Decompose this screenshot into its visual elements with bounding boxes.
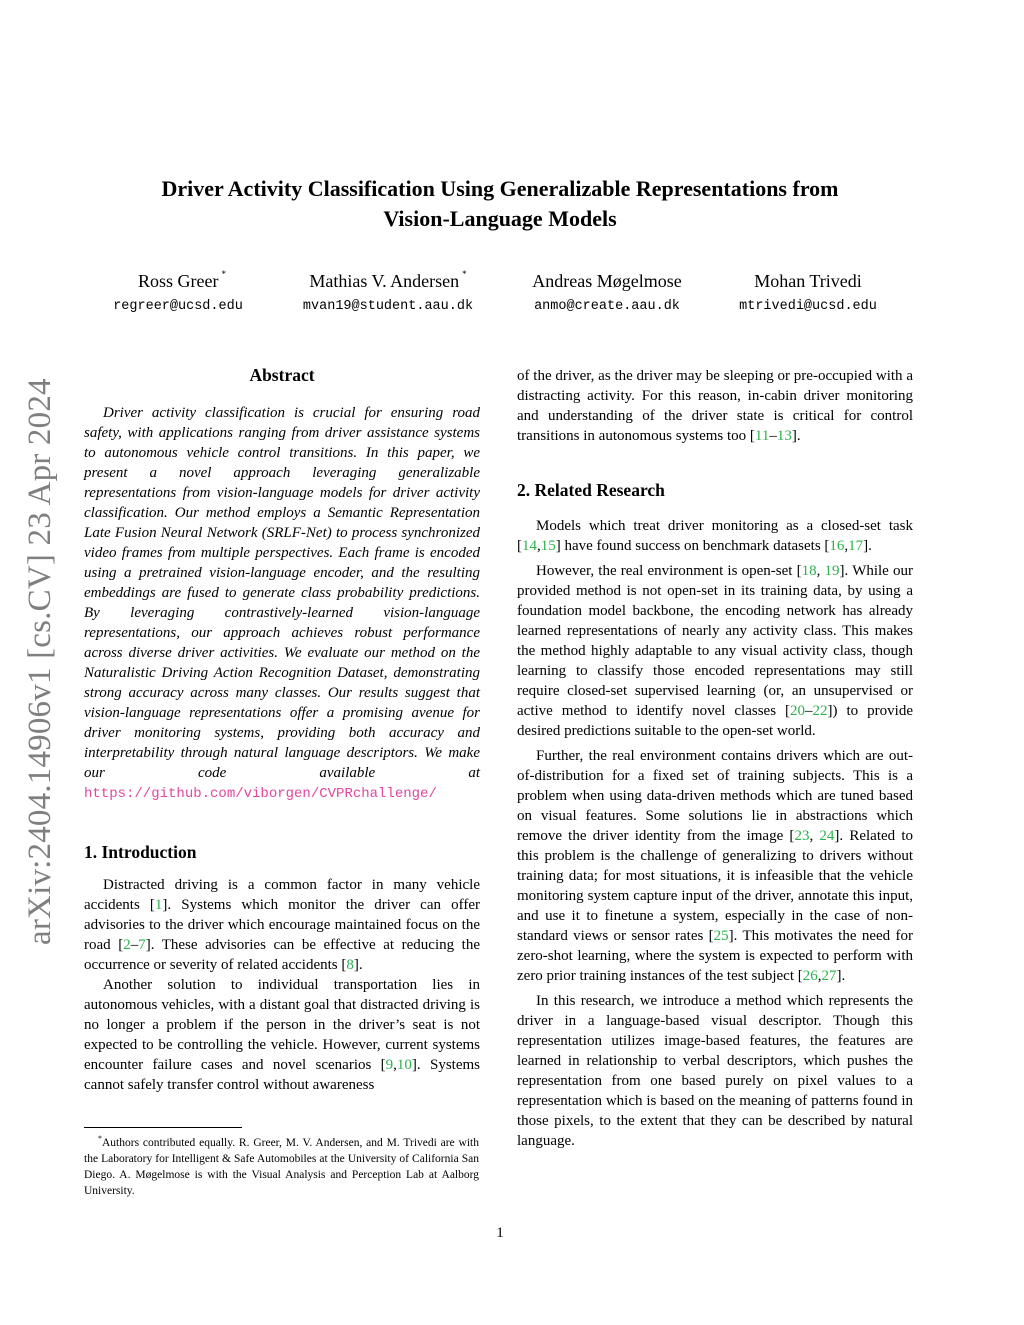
citation[interactable]: 14	[522, 538, 537, 554]
author-2	[286, 271, 490, 292]
author-name: Andreas Møgelmose	[532, 271, 682, 291]
citation[interactable]: 16	[829, 538, 845, 554]
intro-heading: 1. Introduction	[84, 842, 197, 862]
citation[interactable]: 23	[794, 828, 810, 844]
footnote-text: Authors contributed equally. R. Greer, M. V. Andersen, and M. Trivedi are with the Laboratory for Intelligent & Safe Automobiles at the University of California San Diego. A. Møgelmose is with the Visual Analysis and Perception Lab at Aalborg University.	[84, 1136, 479, 1197]
author-4	[728, 271, 888, 292]
related-paragraph-1: Models which treat driver monitoring as a closed-set task [14,15] have found success on benchmark datasets [16,17].	[517, 518, 913, 554]
author-name: Ross Greer	[138, 271, 219, 291]
citation[interactable]: 17	[848, 538, 864, 554]
related-paragraph-4: In this research, we introduce a method which represents the driver in a language-based visual descriptor. Though this representation utilizes image-based features, the features are learned in relationship to verbal descriptors, which pushes the representation from one based purely on pixel values to a representation which is based on the meaning of patterns found in those pixels, to the extent that they can be described by natural language.	[517, 993, 913, 1149]
citation[interactable]: 2	[123, 937, 131, 953]
author-4-email[interactable]: mtrivedi@ucsd.edu	[739, 299, 877, 314]
footnote-rule	[84, 1127, 242, 1128]
citation[interactable]: 7	[138, 937, 146, 953]
citation[interactable]: 9	[385, 1057, 394, 1073]
paper-title	[100, 174, 900, 234]
code-link[interactable]: https://github.com/viborgen/CVPRchallenge/	[84, 786, 437, 802]
footnote-mark: *	[98, 1134, 102, 1143]
abstract-text: Driver activity classification is crucial for ensuring road safety, with applications ranging from driver assistance systems to autonomous vehicle control transitions. In this paper, we present a novel approach leveraging generalizable representations from vision-language models for driver activity classification. Our method employs a Semantic Representation Late Fusion Neural Network (SRLF-Net) to process synchronized video frames from multiple perspectives. Each frame is encoded using a pretrained vision-language encoder, and the resulting embeddings are fused to generate class probability predictions. By leveraging contrastively-learned vision-language representations, our approach achieves robust performance across diverse driver activities. We evaluate our method on the Naturalistic Driving Action Recognition Dataset, demonstrating strong accuracy across many classes. Our results suggest that vision-language representations offer a promising avenue for driver monitoring systems, providing both accuracy and interpretability through natural language descriptors. We make our code available at	[84, 405, 480, 781]
intro-paragraph-continued: of the driver, as the driver may be sleeping or pre-occupied with a distracting activity. For this reason, in-cabin driver monitoring and understanding of the driver state is critical for control transitions in autonomous systems too [11–13].	[517, 368, 913, 444]
abstract-heading: Abstract	[249, 365, 315, 385]
author-name: Mathias V. Andersen	[309, 271, 460, 291]
abstract-body	[84, 403, 480, 804]
intro-paragraph-2: Another solution to individual transportation lies in autonomous vehicles, with a distant goal that distracted driving is no longer a problem if the person in the driver’s seat is not expected to be controlling the vehicle. However, current systems encounter failure cases and novel scenarios [9,10]. Systems cannot safely transfer control without awareness	[84, 977, 480, 1093]
right-column	[517, 366, 913, 1151]
citation[interactable]: 18	[801, 563, 817, 579]
related-heading: 2. Related Research	[517, 480, 665, 500]
citation[interactable]: 24	[819, 828, 835, 844]
citation[interactable]: 22	[812, 703, 828, 719]
citation[interactable]: 13	[776, 428, 792, 444]
related-paragraph-2: However, the real environment is open-set [18, 19]. While our provided method is not open-set in its training data, by using a foundation model backbone, the encoding network has already learned representations of nearly any activity class. This makes the method highly adaptable to any visual activity class, though learning to classify those encoded representations may still require closed-set supervised learning (or, an unsupervised or active method to identify novel classes [20–22]) to provide desired predictions suitable to the open-set world.	[517, 563, 914, 739]
author-1-email[interactable]: regreer@ucsd.edu	[113, 299, 243, 314]
author-3	[510, 271, 704, 292]
citation[interactable]: 27	[821, 968, 837, 984]
title-line-2: Vision-Language Models	[383, 206, 617, 231]
page-number: 1	[496, 1225, 504, 1241]
citation[interactable]: 11	[754, 428, 770, 444]
footnote	[84, 1131, 479, 1199]
author-mark: *	[221, 269, 226, 279]
citation[interactable]: 8	[346, 957, 354, 973]
related-paragraph-3: Further, the real environment contains drivers which are out-of-distribution for a fixed set of training subjects. This is a problem when using data-driven methods which are tuned based on visual features. Some solutions lie in abstractions which remove the driver identity from the image [23, 24]. Related to this problem is the challenge of generalizing to drivers without training data; for most situations, it is infeasible that the vehicle monitoring system capture input of the driver, annotate this input, and use it to finetune a system, especially in the case of non-standard views or sensor rates [25]. This motivates the need for zero-shot learning, where the system is expected to perform with zero prior training instances of the test subject [26,27].	[517, 748, 914, 984]
citation[interactable]: 25	[713, 928, 729, 944]
citation[interactable]: 10	[396, 1057, 412, 1073]
citation[interactable]: 1	[154, 897, 163, 913]
citation[interactable]: 19	[824, 563, 840, 579]
title-line-1: Driver Activity Classification Using Generalizable Representations from	[161, 176, 839, 201]
author-2-email[interactable]: mvan19@student.aau.dk	[302, 299, 474, 314]
author-name: Mohan Trivedi	[754, 271, 862, 291]
author-3-email[interactable]: anmo@create.aau.dk	[534, 299, 680, 314]
author-mark: *	[462, 269, 467, 279]
citation[interactable]: 20	[790, 703, 806, 719]
left-column	[84, 365, 480, 1095]
citation[interactable]: 26	[802, 968, 818, 984]
author-1	[118, 271, 246, 292]
citation[interactable]: 15	[540, 538, 556, 554]
intro-paragraph-1: Distracted driving is a common factor in many vehicle accidents [1]. Systems which monitor the driver can offer advisories to the driver which encourage maintained focus on the road [2–7]. These advisories can be effective at reducing the occurrence or severity of related accidents [8].	[84, 877, 480, 973]
arxiv-stamp: arXiv:2404.14906v1 [cs.CV] 23 Apr 2024	[22, 378, 58, 945]
